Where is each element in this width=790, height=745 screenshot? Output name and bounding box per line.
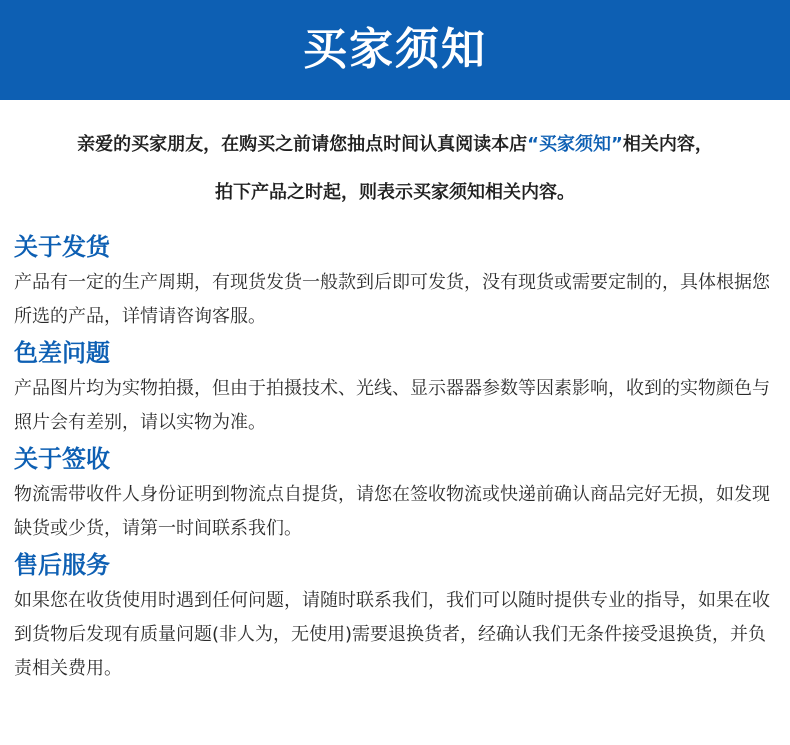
section-shipping (14, 232, 776, 334)
intro-line-2: 拍下产品之时起，则表示买家须知相关内容。 (215, 182, 575, 203)
notice-sections (0, 232, 790, 686)
section-heading: 售后服务 (14, 551, 110, 579)
intro-highlight: “买家须知” (527, 134, 623, 155)
page-title: 买家须知 (303, 24, 487, 75)
section-color-difference (14, 338, 776, 440)
section-heading: 色差问题 (14, 339, 110, 367)
section-heading: 关于签收 (14, 445, 110, 473)
section-heading: 关于发货 (14, 233, 110, 261)
intro-line-1-text: 亲爱的买家朋友，在购买之前请您抽点时间认真阅读本店 (77, 134, 528, 155)
section-receipt (14, 444, 776, 546)
intro-line-1 (0, 132, 790, 158)
intro-line-1-tail: 相关内容， (622, 134, 713, 155)
section-text: 产品图片均为实物拍摄，但由于拍摄技术、光线、显示器器参数等因素影响，收到的实物颜色与照片会有差别，请以实物为准。 (14, 378, 770, 433)
section-text: 如果您在收货使用时遇到任何问题，请随时联系我们，我们可以随时提供专业的指导，如果在收到货物后发现有质量问题(非人为，无使用)需要退换货者，经确认我们无条件接受退换货，并负责相关费用。 (14, 590, 770, 679)
header-banner (0, 0, 790, 100)
section-after-sales (14, 550, 776, 686)
section-text: 物流需带收件人身份证明到物流点自提货，请您在签收物流或快递前确认商品完好无损，如发现缺货或少货，请第一时间联系我们。 (14, 484, 770, 539)
intro-notice (0, 132, 790, 206)
section-text: 产品有一定的生产周期，有现货发货一般款到后即可发货，没有现货或需要定制的，具体根据您所选的产品，详情请咨询客服。 (14, 272, 770, 327)
